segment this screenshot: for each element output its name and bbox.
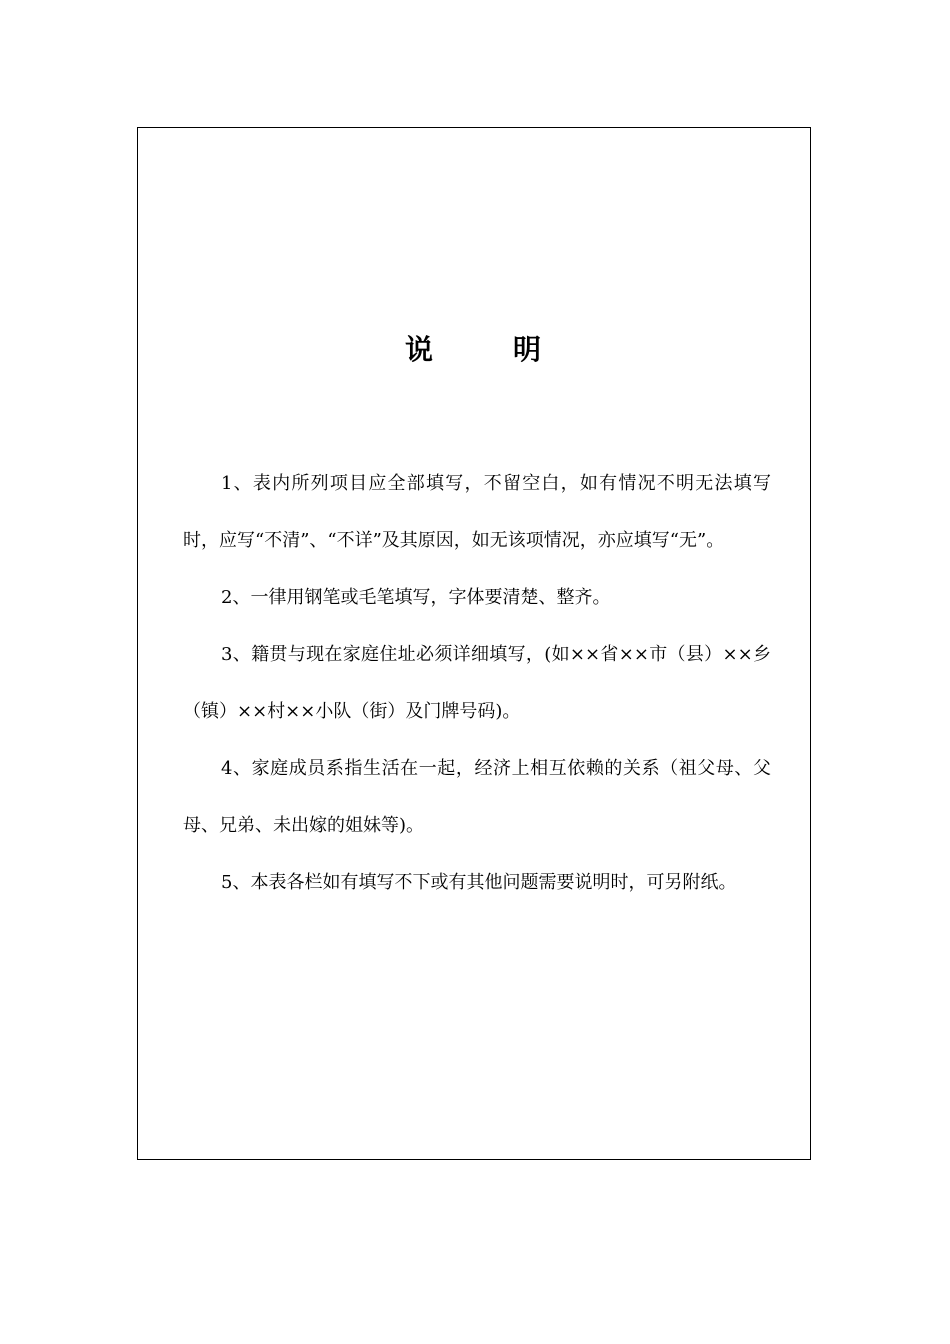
- instructions-body: [183, 455, 771, 911]
- title-char-1: 说: [404, 333, 435, 366]
- page-title: [138, 328, 810, 368]
- instruction-item-3: 3、籍贯与现在家庭住址必须详细填写，(如××省××市（县）××乡（镇）××村××小队（街）及门牌号码)。: [183, 644, 771, 722]
- document-frame: [137, 127, 811, 1160]
- instruction-item-2: 2、一律用钢笔或毛笔填写，字体要清楚、整齐。: [221, 587, 611, 608]
- instruction-item-1: 1、表内所列项目应全部填写，不留空白，如有情况不明无法填写时，应写“不清”、“不详”及其原因，如无该项情况，亦应填写“无”。: [183, 473, 771, 551]
- instruction-item-5: 5、本表各栏如有填写不下或有其他问题需要说明时，可另附纸。: [221, 872, 737, 893]
- title-char-2: 明: [513, 333, 544, 366]
- instruction-item-4: 4、家庭成员系指生活在一起，经济上相互依赖的关系（祖父母、父母、兄弟、未出嫁的姐妹等)。: [183, 758, 771, 836]
